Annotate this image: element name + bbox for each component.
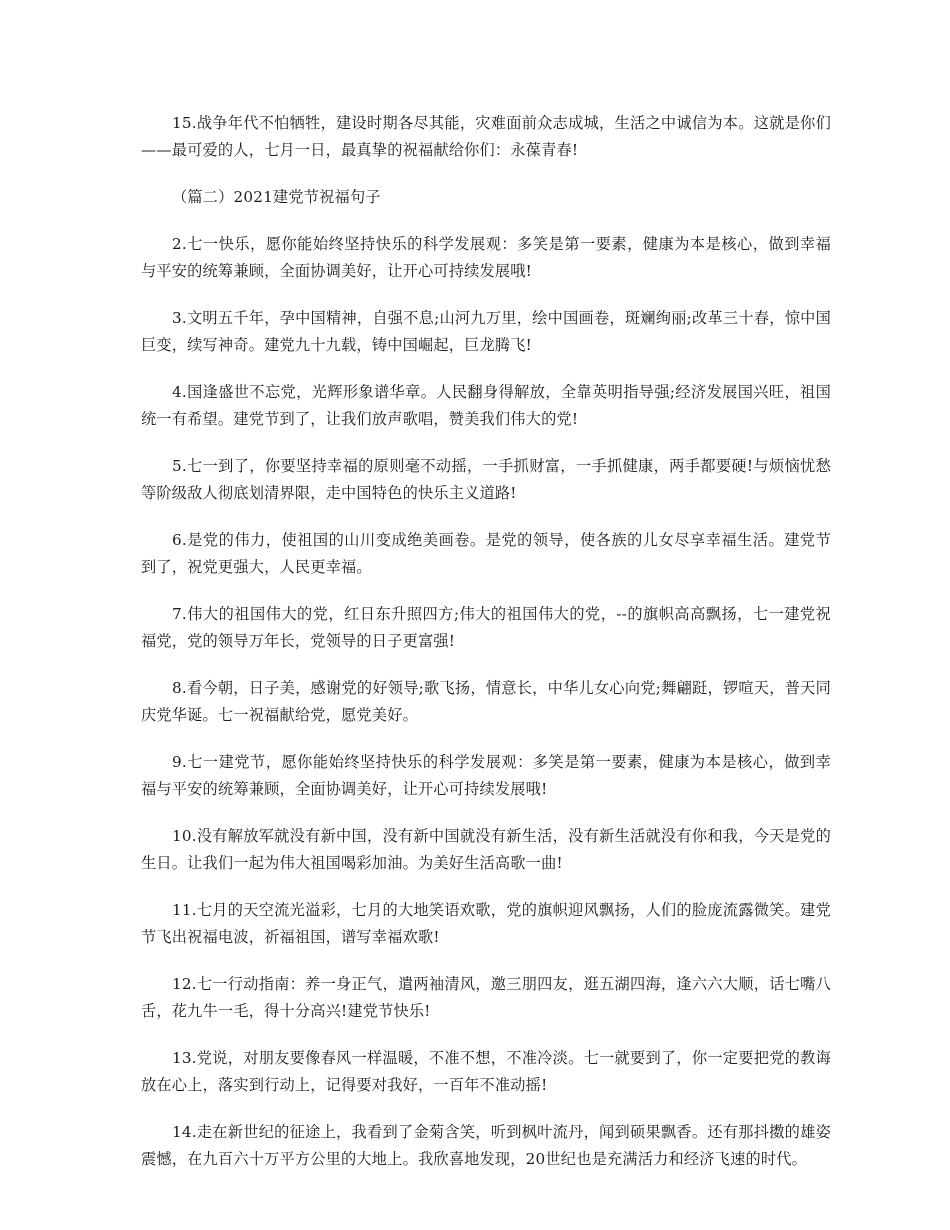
paragraph-12: 12.七一行动指南：养一身正气，遣两袖清风，邀三朋四友，逛五湖四海，逢六六大顺，话七嘴八舌，花九牛一毛，得十分高兴!建党节快乐! — [141, 975, 831, 1020]
paragraph-14: 14.走在新世纪的征途上，我看到了金菊含笑，听到枫叶流丹，闻到硕果飘香。还有那抖擞的雄姿震憾，在九百六十万平方公里的大地上。我欣喜地发现，20世纪也是充满活力和经济飞速的时代。 — [141, 1123, 831, 1168]
section-heading: （篇二）2021建党节祝福句子 — [172, 188, 381, 206]
paragraph-7: 7.伟大的祖国伟大的党，红日东升照四方;伟大的祖国伟大的党，--的旗帜高高飘扬，七一建党祝福党，党的领导万年长，党领导的日子更富强! — [141, 605, 831, 650]
paragraph-13: 13.党说，对朋友要像春风一样温暖，不准不想，不准冷淡。七一就要到了，你一定要把党的教诲放在心上，落实到行动上，记得要对我好，一百年不准动摇! — [141, 1049, 831, 1094]
paragraph-3: 3.文明五千年，孕中国精神，自强不息;山河九万里，绘中国画卷，斑斓绚丽;改革三十春，惊中国巨变，续写神奇。建党九十九载，铸中国崛起，巨龙腾飞! — [141, 309, 831, 354]
paragraph-10: 10.没有解放军就没有新中国，没有新中国就没有新生活，没有新生活就没有你和我，今天是党的生日。让我们一起为伟大祖国喝彩加油。为美好生活高歌一曲! — [141, 827, 831, 872]
paragraph-4: 4.国逢盛世不忘党，光辉形象谱华章。人民翻身得解放，全靠英明指导强;经济发展国兴旺，祖国统一有希望。建党节到了，让我们放声歌唱，赞美我们伟大的党! — [141, 383, 831, 428]
paragraph-11: 11.七月的天空流光溢彩，七月的大地笑语欢歌，党的旗帜迎风飘扬，人们的脸庞流露微笑。建党节飞出祝福电波，祈福祖国，谱写幸福欢歌! — [141, 901, 831, 946]
paragraph-6: 6.是党的伟力，使祖国的山川变成绝美画卷。是党的领导，使各族的儿女尽享幸福生活。建党节到了，祝党更强大，人民更幸福。 — [141, 531, 831, 576]
paragraph-5: 5.七一到了，你要坚持幸福的原则毫不动摇，一手抓财富，一手抓健康，两手都要硬!与烦恼忧愁等阶级敌人彻底划清界限，走中国特色的快乐主义道路! — [141, 457, 831, 502]
document-body — [141, 110, 831, 1193]
paragraph-8: 8.看今朝，日子美，感谢党的好领导;歌飞扬，情意长，中华儿女心向党;舞翩跹，锣喧天，普天同庆党华诞。七一祝福献给党，愿党美好。 — [141, 679, 831, 724]
paragraph-9: 9.七一建党节，愿你能始终坚持快乐的科学发展观：多笑是第一要素，健康为本是核心，做到幸福与平安的统筹兼顾，全面协调美好，让开心可持续发展哦! — [141, 753, 831, 798]
paragraph-2: 2.七一快乐，愿你能始终坚持快乐的科学发展观：多笑是第一要素，健康为本是核心，做到幸福与平安的统筹兼顾，全面协调美好，让开心可持续发展哦! — [141, 235, 831, 280]
paragraph-15: 15.战争年代不怕牺牲，建设时期各尽其能，灾难面前众志成城，生活之中诚信为本。这就是你们——最可爱的人，七月一日，最真挚的祝福献给你们：永葆青春! — [141, 114, 831, 159]
